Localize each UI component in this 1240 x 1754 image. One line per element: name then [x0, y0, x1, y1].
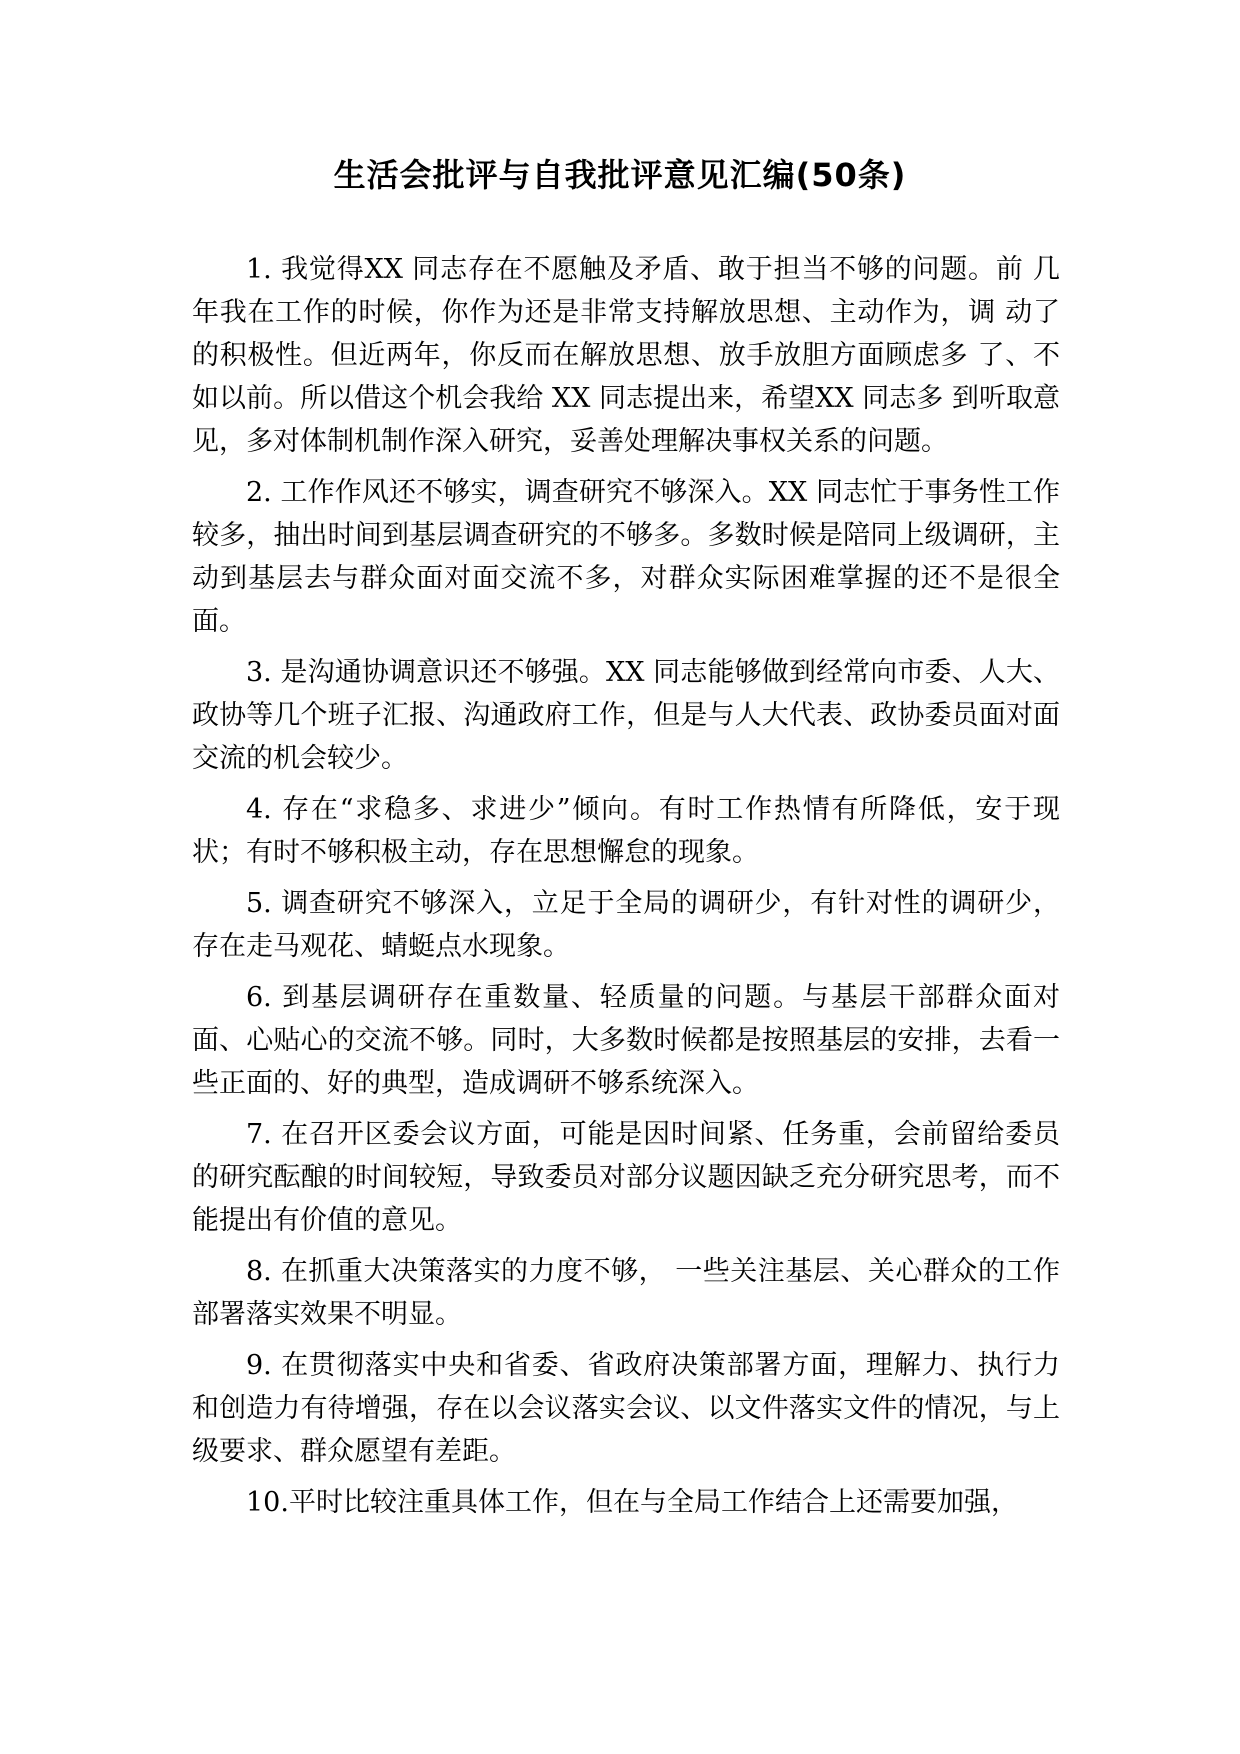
paragraph-7: 7. 在召开区委会议方面，可能是因时间紧、任务重，会前留给委员的研究酝酿的时间较短，导致委员对部分议题因缺乏充分研究思考，而不能提出有价值的意见。: [192, 1119, 1060, 1236]
document-body: [192, 248, 1060, 1532]
paragraph-3: 3. 是沟通协调意识还不够强。XX 同志能够做到经常向市委、人大、政协等几个班子汇报、沟通政府工作，但是与人大代表、政协委员面对面交流的机会较少。: [192, 657, 1060, 774]
paragraph-8: 8. 在抓重大决策落实的力度不够， 一些关注基层、关心群众的工作部署落实效果不明显。: [192, 1256, 1060, 1330]
paragraph-2: 2. 工作作风还不够实，调查研究不够深入。XX 同志忙于事务性工作较多，抽出时间到基层调查研究的不够多。多数时候是陪同上级调研，主动到基层去与群众面对面交流不多，对群众实际困难掌握的还不是很全面。: [192, 477, 1060, 637]
paragraph-10: 10.平时比较注重具体工作，但在与全局工作结合上还需要加强，: [246, 1487, 1018, 1518]
document-title: 生活会批评与自我批评意见汇编(50条): [333, 156, 907, 194]
paragraph-5: 5. 调查研究不够深入，立足于全局的调研少，有针对性的调研少，存在走马观花、蜻蜓点水现象。: [192, 888, 1060, 962]
paragraph-1: 1. 我觉得XX 同志存在不愿触及矛盾、敢于担当不够的问题。前 几年我在工作的时候，你作为还是非常支持解放思想、主动作为，调 动了的积极性。但近两年，你反而在解放思想、放手放胆方面顾虑多 了、不如以前。所以借这个机会我给 XX 同志提出来，希望XX 同志多 到听取意见，多对体制机制作深入研究，妥善处理解决事权关系的问题。: [192, 254, 1060, 457]
paragraph-6: 6. 到基层调研存在重数量、轻质量的问题。与基层干部群众面对面、心贴心的交流不够。同时，大多数时候都是按照基层的安排，去看一些正面的、好的典型，造成调研不够系统深入。: [192, 982, 1060, 1099]
paragraph-4: 4. 存在“求稳多、求进少”倾向。有时工作热情有所降低，安于现状；有时不够积极主动，存在思想懈怠的现象。: [192, 794, 1060, 868]
paragraph-9: 9. 在贯彻落实中央和省委、省政府决策部署方面，理解力、执行力和创造力有待增强，存在以会议落实会议、以文件落实文件的情况，与上级要求、群众愿望有差距。: [192, 1350, 1060, 1467]
